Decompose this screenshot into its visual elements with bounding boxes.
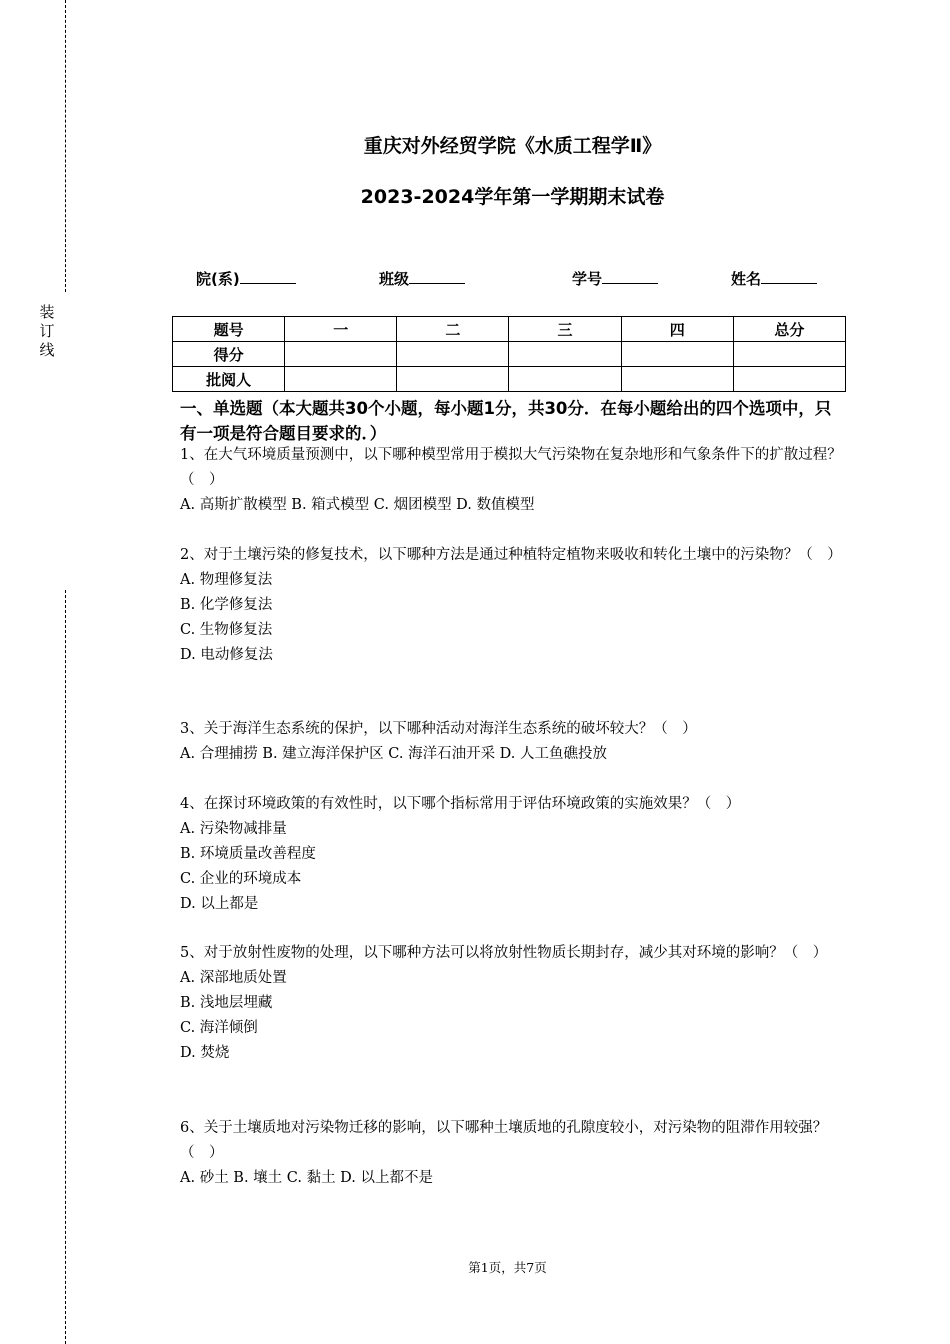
question-stem: 6、关于土壤质地对污染物迁移的影响，以下哪种土壤质地的孔隙度较小，对污染物的阻滞作用较强？（ ） (180, 1120, 828, 1161)
question-stem: 4、在探讨环境政策的有效性时，以下哪个指标常用于评估环境政策的实施效果？（ ） (180, 796, 741, 812)
score-table-cell[interactable] (621, 342, 733, 367)
score-table-cell: 二 (397, 317, 509, 342)
student-id-label: 学号 (572, 270, 603, 288)
score-table-cell: 题号 (173, 317, 285, 342)
question-1 (180, 443, 850, 518)
question-option: A. 物理修复法 (180, 572, 273, 588)
name-blank[interactable] (761, 269, 817, 284)
score-table-cell[interactable] (733, 342, 845, 367)
exam-title-line1: 重庆对外经贸学院《水质工程学Ⅱ》 (363, 135, 662, 157)
student-id-field[interactable] (572, 268, 658, 289)
name-field[interactable] (731, 268, 817, 289)
score-table-cell[interactable] (733, 367, 845, 392)
exam-title-line2: 2023-2024学年第一学期期末试卷 (360, 186, 665, 208)
question-option: A. 砂土 B. 壤土 C. 黏土 D. 以上都不是 (180, 1170, 434, 1186)
department-blank[interactable] (240, 269, 296, 284)
question-stem: 5、对于放射性废物的处理，以下哪种方法可以将放射性物质长期封存，减少其对环境的影响？（ ） (180, 945, 828, 961)
name-label: 姓名 (731, 270, 762, 288)
binding-line-bottom (65, 590, 66, 1344)
binding-label: 装订线 (39, 303, 55, 359)
score-table-cell: 批阅人 (173, 367, 285, 392)
question-stem: 2、对于土壤污染的修复技术，以下哪种方法是通过种植特定植物来吸收和转化土壤中的污染物？（ ） (180, 547, 842, 563)
score-table-cell: 得分 (173, 342, 285, 367)
score-table-row-header (173, 317, 846, 342)
score-table-cell[interactable] (509, 367, 621, 392)
question-option: A. 污染物减排量 (180, 821, 287, 837)
class-field[interactable] (379, 268, 465, 289)
score-table-cell: 一 (285, 317, 397, 342)
question-option: A. 高斯扩散模型 B. 箱式模型 C. 烟团模型 D. 数值模型 (180, 497, 535, 513)
question-option: B. 环境质量改善程度 (180, 846, 316, 862)
score-table-cell[interactable] (397, 342, 509, 367)
section-heading: 一、单选题（本大题共30个小题，每小题1分，共30分．在每小题给出的四个选项中，只有一项是符合题目要求的．） (180, 399, 832, 443)
question-option: C. 海洋倾倒 (180, 1020, 258, 1036)
question-option: C. 生物修复法 (180, 622, 273, 638)
question-option: A. 合理捕捞 B. 建立海洋保护区 C. 海洋石油开采 D. 人工鱼礁投放 (180, 746, 608, 762)
question-4 (180, 792, 850, 917)
question-option: B. 浅地层埋藏 (180, 995, 273, 1011)
department-field[interactable] (196, 268, 296, 289)
question-6 (180, 1116, 850, 1191)
class-blank[interactable] (409, 269, 465, 284)
question-option: D. 以上都是 (180, 896, 259, 912)
question-option: A. 深部地质处置 (180, 970, 287, 986)
binding-line-top (65, 0, 66, 292)
score-table-cell[interactable] (621, 367, 733, 392)
score-table-cell[interactable] (397, 367, 509, 392)
department-label: 院(系) (196, 270, 240, 288)
score-table-cell: 四 (621, 317, 733, 342)
question-stem: 1、在大气环境质量预测中，以下哪种模型常用于模拟大气污染物在复杂地形和气象条件下的扩散过程？（ ） (180, 447, 842, 488)
class-label: 班级 (379, 270, 410, 288)
question-option: D. 焚烧 (180, 1045, 230, 1061)
question-2 (180, 543, 850, 668)
score-table-row-score (173, 342, 846, 367)
page-number: 第1页，共7页 (468, 1260, 547, 1275)
score-table-cell[interactable] (285, 342, 397, 367)
question-3 (180, 717, 850, 767)
score-table (172, 316, 846, 392)
score-table-row-grader (173, 367, 846, 392)
student-id-blank[interactable] (602, 269, 658, 284)
question-stem: 3、关于海洋生态系统的保护，以下哪种活动对海洋生态系统的破坏较大？（ ） (180, 721, 697, 737)
question-5 (180, 941, 850, 1066)
score-table-cell: 总分 (733, 317, 845, 342)
score-table-cell[interactable] (509, 342, 621, 367)
score-table-cell[interactable] (285, 367, 397, 392)
question-option: C. 企业的环境成本 (180, 871, 302, 887)
question-option: D. 电动修复法 (180, 647, 273, 663)
question-option: B. 化学修复法 (180, 597, 273, 613)
score-table-cell: 三 (509, 317, 621, 342)
